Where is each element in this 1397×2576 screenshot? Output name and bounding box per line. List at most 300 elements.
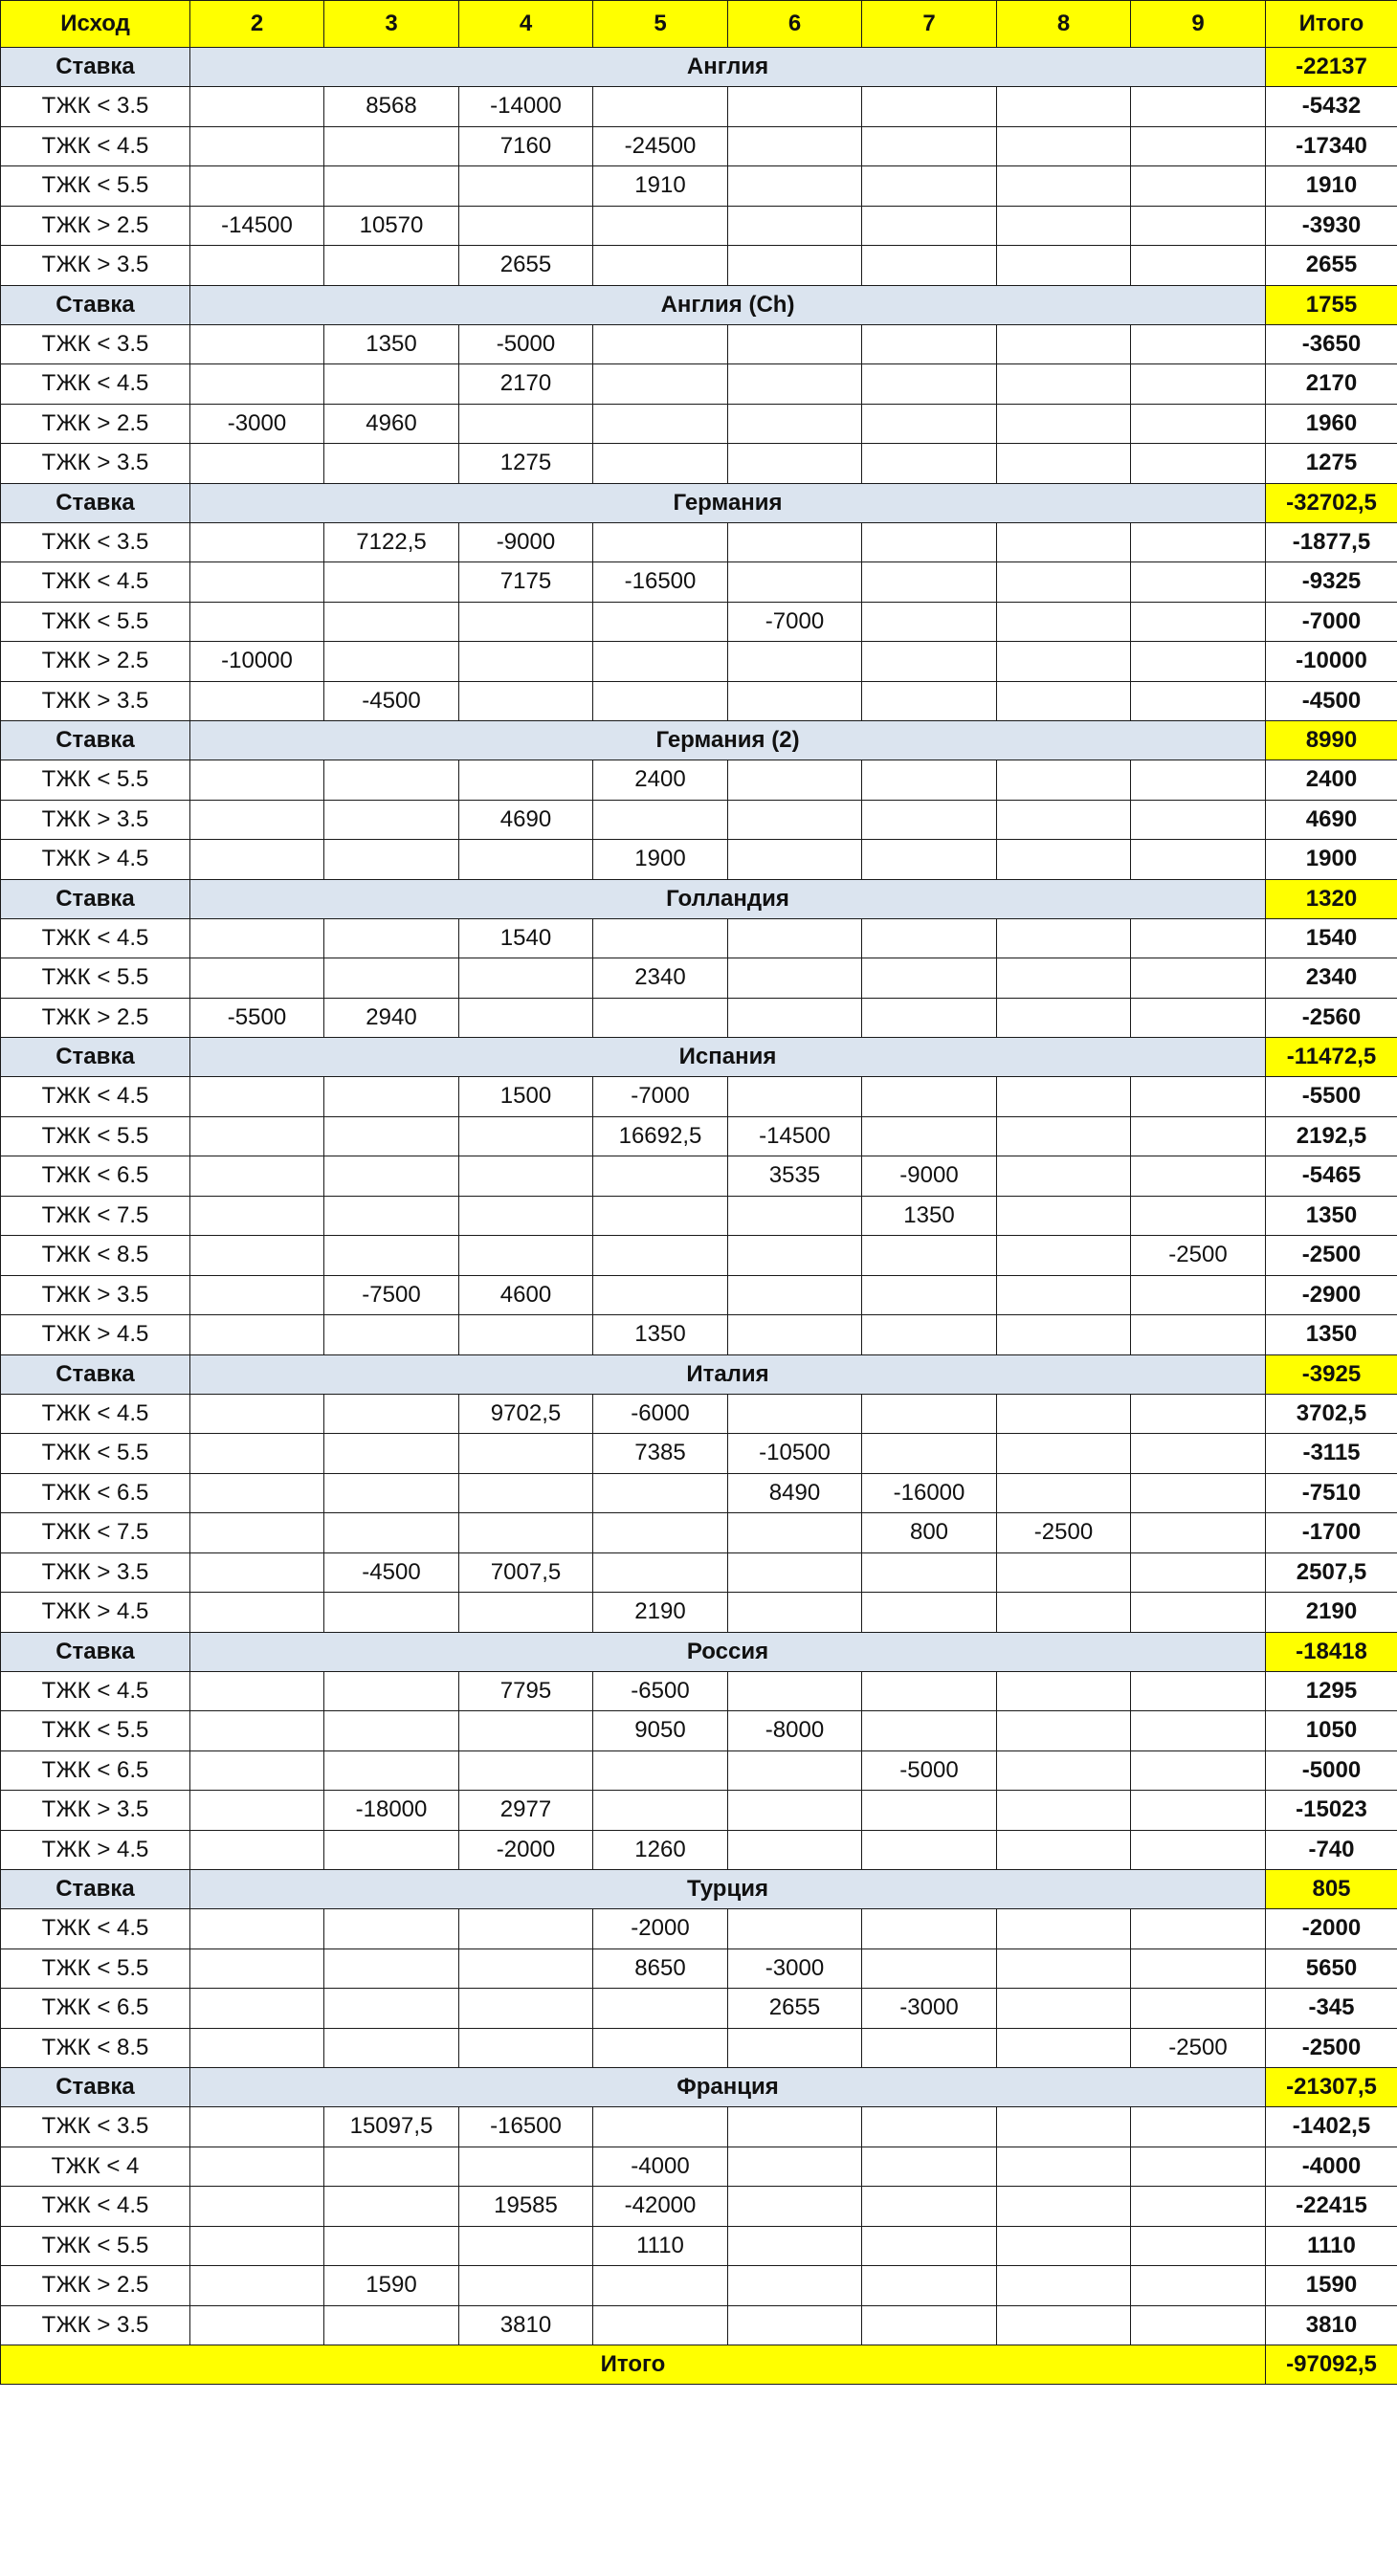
value-cell: -9000 xyxy=(862,1156,997,1197)
value-cell xyxy=(190,87,324,127)
row-label: ТЖК < 5.5 xyxy=(1,2226,190,2266)
value-cell xyxy=(728,246,862,286)
value-cell xyxy=(190,1394,324,1434)
value-cell xyxy=(997,998,1131,1038)
section-country-name: Турция xyxy=(190,1870,1266,1909)
value-cell xyxy=(1131,1434,1266,1474)
row-label: ТЖК > 3.5 xyxy=(1,681,190,721)
row-label: ТЖК < 5.5 xyxy=(1,1949,190,1989)
value-cell: 3535 xyxy=(728,1156,862,1197)
value-cell xyxy=(728,2107,862,2147)
value-cell xyxy=(862,800,997,840)
value-cell xyxy=(324,1077,459,1117)
row-total: -10000 xyxy=(1266,642,1397,682)
value-cell xyxy=(997,1989,1131,2029)
row-label: ТЖК < 4.5 xyxy=(1,1077,190,1117)
value-cell xyxy=(190,1552,324,1593)
row-label: ТЖК > 4.5 xyxy=(1,840,190,880)
value-cell: -5000 xyxy=(459,324,593,364)
value-cell xyxy=(997,1791,1131,1831)
value-cell: 7160 xyxy=(459,126,593,166)
section-total: -11472,5 xyxy=(1266,1038,1397,1077)
value-cell xyxy=(190,2226,324,2266)
value-cell xyxy=(728,126,862,166)
value-cell: -3000 xyxy=(862,1989,997,2029)
value-cell xyxy=(593,681,728,721)
value-cell xyxy=(728,1552,862,1593)
value-cell xyxy=(459,206,593,246)
value-cell xyxy=(593,1473,728,1513)
value-cell xyxy=(190,840,324,880)
value-cell xyxy=(324,958,459,999)
value-cell: 1350 xyxy=(324,324,459,364)
value-cell xyxy=(190,1434,324,1474)
value-cell xyxy=(728,2226,862,2266)
row-total: -3650 xyxy=(1266,324,1397,364)
row-total: -15023 xyxy=(1266,1791,1397,1831)
value-cell: -9000 xyxy=(459,522,593,562)
row-label: ТЖК < 5.5 xyxy=(1,1116,190,1156)
value-cell xyxy=(324,760,459,801)
table-row xyxy=(1,2147,1397,2187)
table-row xyxy=(1,2305,1397,2345)
value-cell xyxy=(190,1830,324,1870)
value-cell xyxy=(862,2147,997,2187)
value-cell xyxy=(324,2187,459,2227)
row-label: ТЖК > 4.5 xyxy=(1,1830,190,1870)
value-cell xyxy=(1131,1949,1266,1989)
value-cell xyxy=(862,681,997,721)
value-cell xyxy=(190,2147,324,2187)
value-cell xyxy=(459,1989,593,2029)
value-cell xyxy=(1131,681,1266,721)
value-cell: -42000 xyxy=(593,2187,728,2227)
value-cell: -14500 xyxy=(728,1116,862,1156)
value-cell xyxy=(1131,800,1266,840)
value-cell xyxy=(593,2107,728,2147)
value-cell xyxy=(997,206,1131,246)
row-total: 2170 xyxy=(1266,364,1397,405)
value-cell xyxy=(190,126,324,166)
value-cell xyxy=(997,444,1131,484)
value-cell xyxy=(862,1909,997,1949)
value-cell xyxy=(190,444,324,484)
value-cell xyxy=(593,642,728,682)
section-header-row xyxy=(1,2068,1397,2107)
value-cell xyxy=(862,2107,997,2147)
value-cell xyxy=(459,840,593,880)
row-total: 1050 xyxy=(1266,1711,1397,1751)
row-label: ТЖК > 3.5 xyxy=(1,1275,190,1315)
value-cell xyxy=(324,1989,459,2029)
value-cell xyxy=(997,1315,1131,1355)
value-cell xyxy=(593,246,728,286)
value-cell xyxy=(862,1275,997,1315)
value-cell xyxy=(1131,522,1266,562)
value-cell xyxy=(728,364,862,405)
value-cell: -2000 xyxy=(459,1830,593,1870)
table-row xyxy=(1,2028,1397,2068)
value-cell xyxy=(459,1116,593,1156)
value-cell xyxy=(324,918,459,958)
table-row xyxy=(1,1315,1397,1355)
value-cell xyxy=(190,2266,324,2306)
value-cell xyxy=(997,1552,1131,1593)
value-cell xyxy=(190,1671,324,1711)
table-row xyxy=(1,126,1397,166)
row-total: 5650 xyxy=(1266,1949,1397,1989)
table-row xyxy=(1,1156,1397,1197)
value-cell xyxy=(728,1671,862,1711)
section-country-name: Голландия xyxy=(190,879,1266,918)
value-cell xyxy=(997,562,1131,603)
header-col: 7 xyxy=(862,1,997,48)
value-cell xyxy=(862,1236,997,1276)
value-cell: 2977 xyxy=(459,1791,593,1831)
value-cell xyxy=(1131,2187,1266,2227)
row-total: -2500 xyxy=(1266,1236,1397,1276)
value-cell xyxy=(862,998,997,1038)
row-label: ТЖК < 7.5 xyxy=(1,1513,190,1553)
value-cell xyxy=(593,522,728,562)
row-total: -2000 xyxy=(1266,1909,1397,1949)
table-row xyxy=(1,918,1397,958)
value-cell xyxy=(728,642,862,682)
value-cell xyxy=(190,324,324,364)
value-cell xyxy=(862,1552,997,1593)
value-cell xyxy=(997,800,1131,840)
header-col: 2 xyxy=(190,1,324,48)
value-cell xyxy=(459,1156,593,1197)
value-cell xyxy=(324,1394,459,1434)
value-cell: 2190 xyxy=(593,1593,728,1633)
value-cell xyxy=(1131,2147,1266,2187)
value-cell xyxy=(1131,840,1266,880)
row-label: ТЖК < 5.5 xyxy=(1,1711,190,1751)
value-cell xyxy=(1131,1750,1266,1791)
value-cell xyxy=(190,1116,324,1156)
row-total: -345 xyxy=(1266,1989,1397,2029)
table-row xyxy=(1,840,1397,880)
section-stake-label: Ставка xyxy=(1,285,190,324)
header-outcome: Исход xyxy=(1,1,190,48)
row-total: 1900 xyxy=(1266,840,1397,880)
value-cell: 10570 xyxy=(324,206,459,246)
value-cell xyxy=(1131,1552,1266,1593)
row-label: ТЖК < 5.5 xyxy=(1,1434,190,1474)
value-cell xyxy=(997,681,1131,721)
value-cell xyxy=(1131,87,1266,127)
section-stake-label: Ставка xyxy=(1,879,190,918)
row-label: ТЖК > 4.5 xyxy=(1,1315,190,1355)
value-cell xyxy=(997,958,1131,999)
value-cell xyxy=(997,1949,1131,1989)
table-row xyxy=(1,760,1397,801)
value-cell: 8568 xyxy=(324,87,459,127)
value-cell xyxy=(459,1711,593,1751)
value-cell xyxy=(728,1315,862,1355)
value-cell xyxy=(997,1434,1131,1474)
value-cell xyxy=(997,2226,1131,2266)
value-cell xyxy=(459,1750,593,1791)
value-cell xyxy=(459,2147,593,2187)
value-cell xyxy=(593,206,728,246)
section-header-row xyxy=(1,721,1397,760)
value-cell xyxy=(593,444,728,484)
value-cell: -7500 xyxy=(324,1275,459,1315)
row-total: -22415 xyxy=(1266,2187,1397,2227)
value-cell xyxy=(728,166,862,207)
value-cell xyxy=(324,1434,459,1474)
value-cell xyxy=(324,1909,459,1949)
value-cell xyxy=(1131,404,1266,444)
value-cell xyxy=(862,246,997,286)
value-cell xyxy=(190,1473,324,1513)
value-cell xyxy=(324,364,459,405)
value-cell: 7385 xyxy=(593,1434,728,1474)
value-cell xyxy=(324,1711,459,1751)
row-label: ТЖК > 3.5 xyxy=(1,1791,190,1831)
value-cell xyxy=(862,562,997,603)
value-cell xyxy=(459,998,593,1038)
value-cell xyxy=(862,1791,997,1831)
header-col: 8 xyxy=(997,1,1131,48)
value-cell xyxy=(728,404,862,444)
value-cell xyxy=(997,404,1131,444)
value-cell xyxy=(593,2305,728,2345)
value-cell xyxy=(862,404,997,444)
value-cell xyxy=(1131,1909,1266,1949)
value-cell: -24500 xyxy=(593,126,728,166)
row-label: ТЖК > 2.5 xyxy=(1,642,190,682)
value-cell: -16000 xyxy=(862,1473,997,1513)
value-cell xyxy=(728,998,862,1038)
value-cell xyxy=(190,1236,324,1276)
value-cell xyxy=(190,681,324,721)
table-row xyxy=(1,166,1397,207)
value-cell: -2500 xyxy=(1131,2028,1266,2068)
table-row xyxy=(1,1434,1397,1474)
value-cell xyxy=(728,2305,862,2345)
value-cell: 9702,5 xyxy=(459,1394,593,1434)
value-cell xyxy=(997,1156,1131,1197)
row-total: 1350 xyxy=(1266,1196,1397,1236)
value-cell xyxy=(862,760,997,801)
value-cell xyxy=(190,800,324,840)
value-cell xyxy=(862,1315,997,1355)
value-cell xyxy=(459,2226,593,2266)
row-total: -2500 xyxy=(1266,2028,1397,2068)
row-total: 2507,5 xyxy=(1266,1552,1397,1593)
value-cell xyxy=(190,522,324,562)
value-cell xyxy=(324,246,459,286)
row-total: -2560 xyxy=(1266,998,1397,1038)
value-cell xyxy=(190,602,324,642)
value-cell xyxy=(728,800,862,840)
value-cell xyxy=(997,760,1131,801)
value-cell xyxy=(1131,2226,1266,2266)
value-cell xyxy=(190,166,324,207)
row-label: ТЖК > 3.5 xyxy=(1,2305,190,2345)
table-row xyxy=(1,87,1397,127)
table-row xyxy=(1,522,1397,562)
row-total: -9325 xyxy=(1266,562,1397,603)
value-cell: 4690 xyxy=(459,800,593,840)
section-total: -3925 xyxy=(1266,1354,1397,1394)
value-cell xyxy=(1131,1275,1266,1315)
value-cell xyxy=(324,126,459,166)
value-cell xyxy=(997,2028,1131,2068)
value-cell xyxy=(190,1275,324,1315)
value-cell xyxy=(1131,1077,1266,1117)
value-cell xyxy=(1131,998,1266,1038)
row-label: ТЖК < 4.5 xyxy=(1,1671,190,1711)
row-total: -2900 xyxy=(1266,1275,1397,1315)
table-row xyxy=(1,206,1397,246)
value-cell xyxy=(190,1196,324,1236)
value-cell xyxy=(728,760,862,801)
section-country-name: Испания xyxy=(190,1038,1266,1077)
value-cell xyxy=(459,760,593,801)
table-row xyxy=(1,1593,1397,1633)
value-cell xyxy=(593,800,728,840)
value-cell xyxy=(997,2187,1131,2227)
value-cell xyxy=(862,1711,997,1751)
table-row xyxy=(1,800,1397,840)
value-cell xyxy=(459,1949,593,1989)
row-label: ТЖК < 6.5 xyxy=(1,1473,190,1513)
row-total: -5465 xyxy=(1266,1156,1397,1197)
value-cell xyxy=(593,1236,728,1276)
section-header-row xyxy=(1,483,1397,522)
row-total: 1590 xyxy=(1266,2266,1397,2306)
value-cell xyxy=(728,2266,862,2306)
value-cell xyxy=(190,1791,324,1831)
row-label: ТЖК > 3.5 xyxy=(1,800,190,840)
row-label: ТЖК < 3.5 xyxy=(1,2107,190,2147)
value-cell: -18000 xyxy=(324,1791,459,1831)
value-cell xyxy=(593,404,728,444)
section-country-name: Англия (Ch) xyxy=(190,285,1266,324)
table-row xyxy=(1,998,1397,1038)
value-cell xyxy=(862,444,997,484)
row-total: 1275 xyxy=(1266,444,1397,484)
table-row xyxy=(1,444,1397,484)
section-header-row xyxy=(1,1632,1397,1671)
value-cell: -2000 xyxy=(593,1909,728,1949)
table-row xyxy=(1,1275,1397,1315)
section-country-name: Италия xyxy=(190,1354,1266,1394)
section-header-row xyxy=(1,879,1397,918)
value-cell xyxy=(862,324,997,364)
row-total: -7510 xyxy=(1266,1473,1397,1513)
header-total: Итого xyxy=(1266,1,1397,48)
value-cell: -14500 xyxy=(190,206,324,246)
table-row xyxy=(1,1909,1397,1949)
table-row xyxy=(1,1671,1397,1711)
value-cell xyxy=(1131,1791,1266,1831)
value-cell: 8650 xyxy=(593,1949,728,1989)
value-cell xyxy=(324,1236,459,1276)
value-cell xyxy=(1131,2107,1266,2147)
value-cell xyxy=(728,2028,862,2068)
value-cell xyxy=(593,364,728,405)
section-total: 1755 xyxy=(1266,285,1397,324)
value-cell xyxy=(324,1513,459,1553)
value-cell xyxy=(324,800,459,840)
value-cell xyxy=(190,364,324,405)
value-cell xyxy=(190,2305,324,2345)
value-cell xyxy=(1131,364,1266,405)
value-cell xyxy=(862,364,997,405)
value-cell: -16500 xyxy=(593,562,728,603)
value-cell xyxy=(324,2305,459,2345)
value-cell xyxy=(997,324,1131,364)
row-label: ТЖК < 5.5 xyxy=(1,602,190,642)
value-cell: -6500 xyxy=(593,1671,728,1711)
value-cell xyxy=(1131,206,1266,246)
table-row xyxy=(1,246,1397,286)
value-cell xyxy=(1131,1156,1266,1197)
section-country-name: Россия xyxy=(190,1632,1266,1671)
section-header-row xyxy=(1,285,1397,324)
value-cell: 1590 xyxy=(324,2266,459,2306)
value-cell xyxy=(324,642,459,682)
value-cell xyxy=(1131,1593,1266,1633)
value-cell xyxy=(190,1711,324,1751)
value-cell xyxy=(862,1394,997,1434)
value-cell xyxy=(728,958,862,999)
value-cell xyxy=(862,1434,997,1474)
value-cell: -4500 xyxy=(324,1552,459,1593)
value-cell xyxy=(190,2028,324,2068)
value-cell xyxy=(997,166,1131,207)
table-row xyxy=(1,1077,1397,1117)
row-total: 2400 xyxy=(1266,760,1397,801)
section-total: -22137 xyxy=(1266,48,1397,87)
value-cell xyxy=(1131,444,1266,484)
value-cell xyxy=(593,1791,728,1831)
value-cell xyxy=(728,1077,862,1117)
value-cell xyxy=(997,1236,1131,1276)
table-row xyxy=(1,2266,1397,2306)
value-cell xyxy=(190,1750,324,1791)
section-header-row xyxy=(1,1354,1397,1394)
row-label: ТЖК < 4.5 xyxy=(1,1394,190,1434)
value-cell xyxy=(190,1593,324,1633)
value-cell xyxy=(997,2266,1131,2306)
table-row xyxy=(1,1196,1397,1236)
value-cell xyxy=(324,1315,459,1355)
value-cell xyxy=(190,760,324,801)
value-cell: -3000 xyxy=(190,404,324,444)
value-cell xyxy=(997,246,1131,286)
value-cell xyxy=(190,1989,324,2029)
value-cell: 2170 xyxy=(459,364,593,405)
row-total: 1110 xyxy=(1266,2226,1397,2266)
value-cell xyxy=(728,324,862,364)
value-cell xyxy=(728,562,862,603)
row-label: ТЖК < 5.5 xyxy=(1,958,190,999)
value-cell: 7122,5 xyxy=(324,522,459,562)
value-cell xyxy=(459,681,593,721)
value-cell xyxy=(1131,1394,1266,1434)
value-cell: 7007,5 xyxy=(459,1552,593,1593)
value-cell: 3810 xyxy=(459,2305,593,2345)
table-row xyxy=(1,1830,1397,1870)
row-total: -1402,5 xyxy=(1266,2107,1397,2147)
value-cell xyxy=(593,2266,728,2306)
